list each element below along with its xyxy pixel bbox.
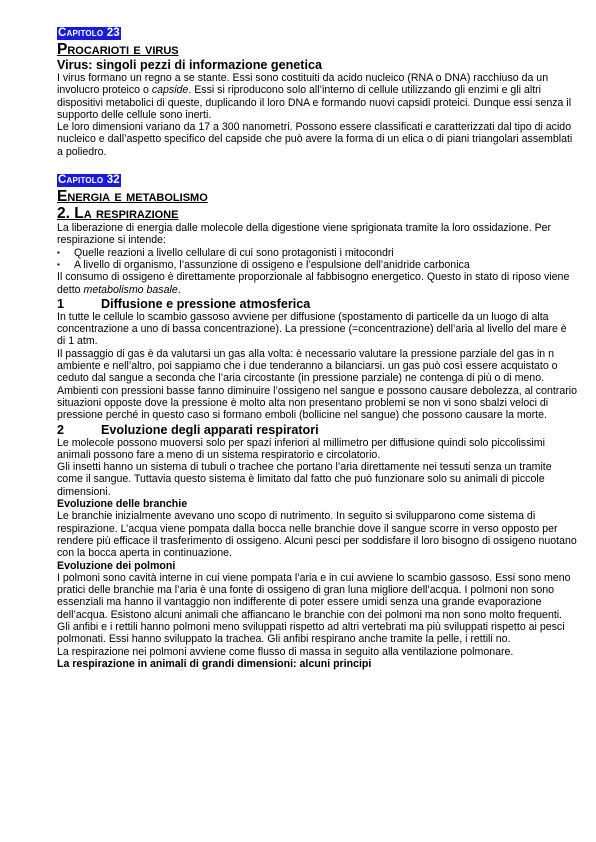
document-page (57, 27, 577, 670)
square-bullet-icon: ▪ (57, 259, 60, 269)
list-item: ▪ Quelle reazioni a livello cellulare di cui sono protagonisti i mitocondri (57, 246, 394, 259)
diffusione-paragraph-1: In tutte le cellule lo scambio gassoso avviene per diffusione (spostamento di particelle da un luogo di alta concentrazione a uno di bassa concentrazione). La pressione (=concentrazione) dell’aria al livello del mare è di 1 atm. (57, 310, 567, 348)
respirazione-intro: La liberazione di energia dalle molecole della digestione viene sprigionata tramite la loro ossidazione. Per respirazione si intende: (57, 222, 552, 247)
evoluzione-paragraph-1: Le molecole possono muoversi solo per spazi inferiori al millimetro per diffusione quindi solo piccolissimi animali possono fare a meno di un sistema respiratorio e circolatorio. (57, 436, 545, 461)
chapter-23-title: Procarioti e virus (57, 41, 179, 58)
polmoni-heading: Evoluzione dei polmoni (57, 559, 176, 572)
section-2-heading: 2 Evoluzione degli apparati respiratori (57, 422, 319, 437)
chapter-32-title: Energia e metabolismo (57, 188, 208, 206)
list-item: ▪ A livello di organismo, l’assunzione di ossigeno e l’espulsione dell’anidride carbonica (57, 258, 470, 271)
section-1-heading: 1 Diffusione e pressione atmosferica (57, 296, 311, 311)
diffusione-paragraph-2: Il passaggio di gas è da valutarsi un gas alla volta: è necessario valutare la pressione parziale del gas in n ambiente e nell’altro, poi sappiamo che i due tenderanno a bilanciarsi. un gas può così essere acquistato o ceduto dal sangue a seconda che l’aria circostante (in pressione parziale) ne contenga di più o di meno. (57, 347, 558, 385)
virus-subtitle: Virus: singoli pezzi di informazione genetica (57, 58, 322, 72)
respirazione-title: 2. La respirazione (57, 205, 179, 223)
branchie-paragraph: Le branchie inizialmente avevano uno scopo di nutrimento. In seguito si svilupparono come sistema di respirazione. L’acqua viene pompata dalla bocca nelle branchie dove il sangue scorre in verso opposto per rendere più efficace il trasferimento di ossigeno. Alcuni pesci per soddisfare il loro bisogno di ossigeno nuotano con la bocca aperta in continuazione. (57, 510, 577, 560)
chapter-32-label: Capitolo 32 (58, 174, 120, 187)
grandi-dimensioni-heading: La respirazione in animali di grandi dimensioni: alcuni principi (57, 657, 372, 670)
metabolismo-basale-term: metabolismo basale (83, 283, 178, 296)
virus-paragraph-1: I virus formano un regno a se stante. Essi sono costituiti da acido nucleico (RNA o DNA) racchiuso da un involucro proteico o capside. Essi si riproducono solo all’interno di cellule utilizzando gli enzimi e gli altri dispositivi metabolici di queste, duplicando il loro DNA e formando nuovi capsidi proteici. Dunque essi senza il supporto delle cellule sono inerti. (57, 72, 572, 121)
chapter-23-label: Capitolo 23 (58, 27, 120, 39)
consumo-paragraph: Il consumo di ossigeno è direttamente proporzionale al fabbisogno energetico. Questo in stato di riposo viene detto metabolismo basale. (57, 271, 570, 296)
chapter-32-section (57, 174, 577, 670)
polmoni-paragraph-2: La respirazione nei polmoni avviene come flusso di massa in seguito alla ventilazione polmonare. (57, 645, 514, 658)
branchie-heading: Evoluzione delle branchie (57, 498, 188, 511)
chapter-23-section (57, 27, 577, 158)
square-bullet-icon: ▪ (57, 247, 60, 257)
capside-term: capside (151, 84, 189, 97)
virus-paragraph-2: Le loro dimensioni variano da 17 a 300 nanometri. Possono essere classificati e caratterizzati dal tipo di acido nucleico e dall’aspetto specifico del capside che può avere la forma di un elica o di piani triangolari assemblati a poliedro. (57, 121, 573, 158)
diffusione-paragraph-3: Ambienti con pressioni basse fanno diminuire l’ossigeno nel sangue e possono causare debolezza, al contrario situazioni opposte dove la pressione è molto alta non presentano problemi se non vi sono sbalzi veloci di pressione perché in questo caso si formano emboli (bollicine nel sangue) che possono causare la morte. (57, 384, 577, 422)
respirazione-bullet-list (57, 247, 577, 272)
polmoni-paragraph-1: I polmoni sono cavità interne in cui viene pompata l’aria e in cui avviene lo scambio gassoso. Essi sono meno pratici delle branchie ma l’aria è una fonte di ossigeno di gran luna migliore dell’acqua. I polmoni non sono essenziali ma hanno il vantaggio non indifferente di poter essere umidi senza una grande evaporazione dell’acqua. Esistono alcuni animali che affiancano le branchie con dei polmoni ma non sono molto frequenti. Gli anfibi e i rettili hanno polmoni meno sviluppati rispetto ad altri vertebrati ma più sviluppati rispetto ai pesci polmonati. Essi hanno sviluppato la trachea. Gli anfibi respirano anche tramite la pelle, i rettili no. (57, 571, 571, 646)
evoluzione-paragraph-2: Gli insetti hanno un sistema di tubuli o trachee che portano l’aria direttamente nei tessuti senza un tramite come il sangue. Tuttavia questo sistema è limitato dal fatto che può funzionare solo su animali di piccole dimensioni. (57, 461, 552, 498)
